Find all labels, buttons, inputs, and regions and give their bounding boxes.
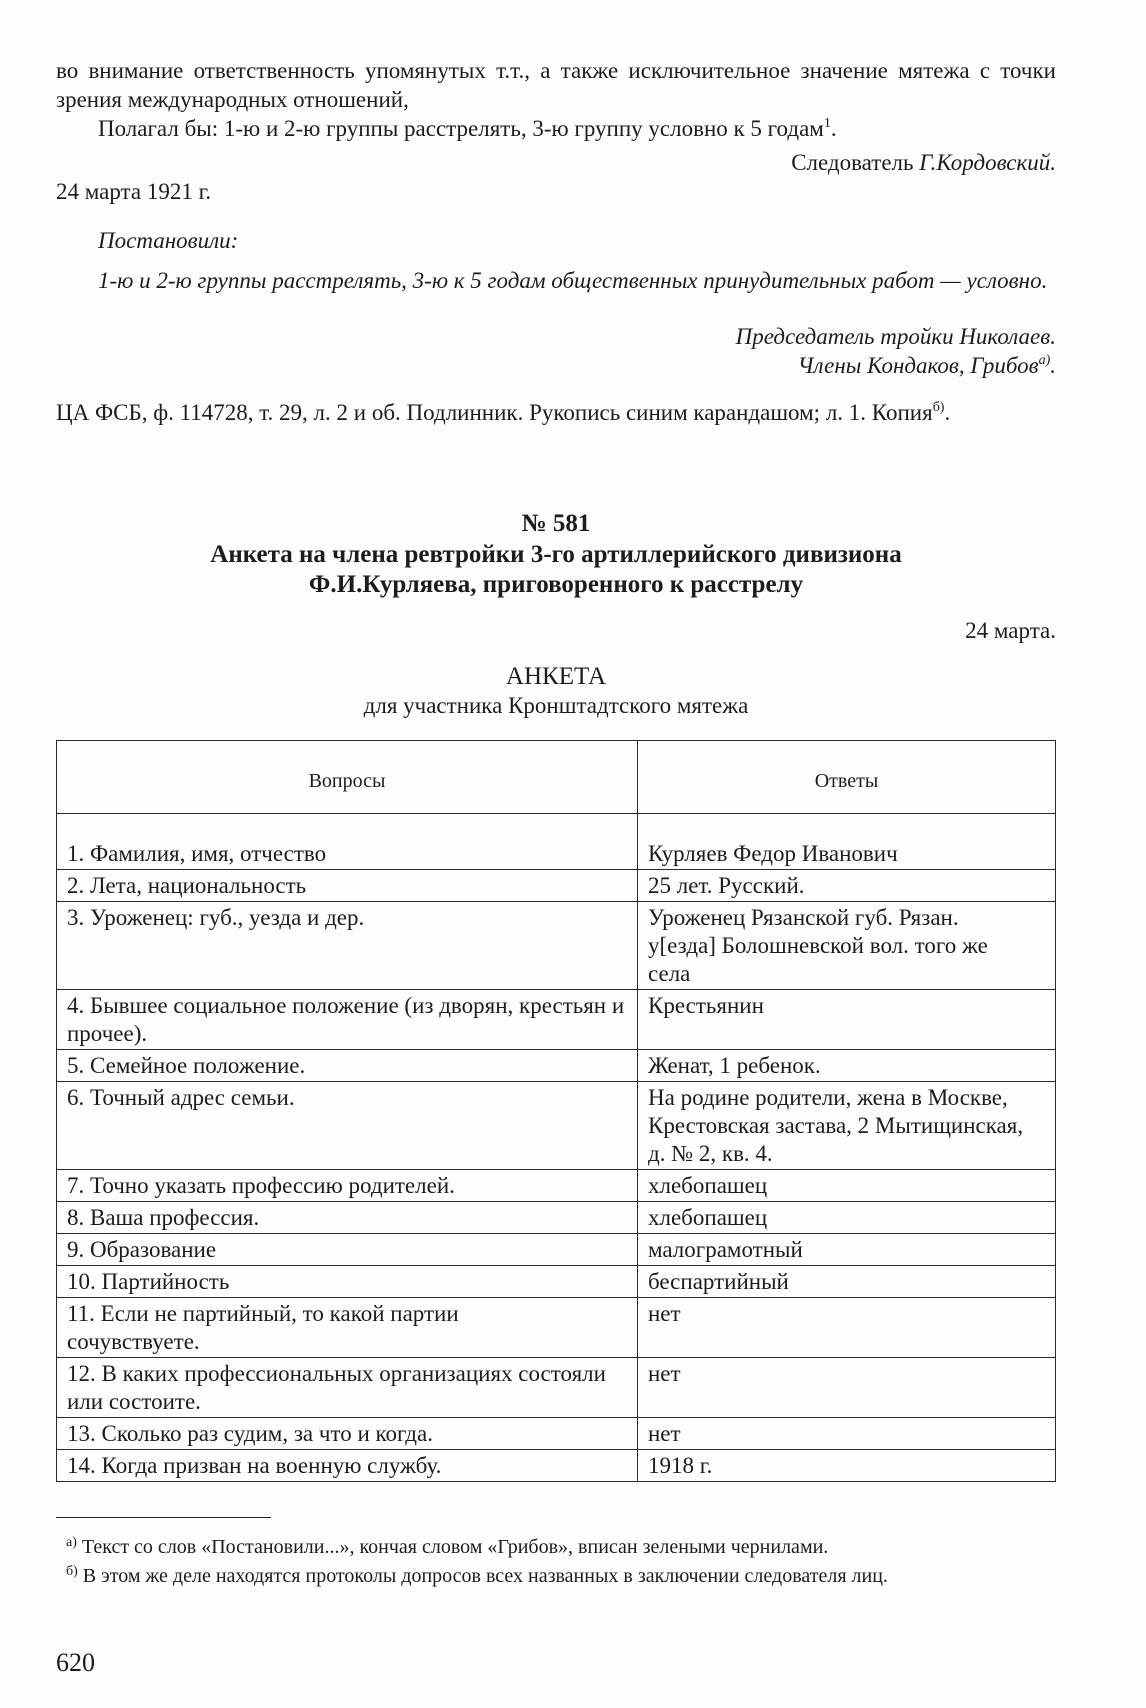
answer-cell: хлебопашец	[638, 1170, 1056, 1202]
question-cell: 1. Фамилия, имя, отчество	[57, 814, 638, 870]
archive-ref-text: ЦА ФСБ, ф. 114728, т. 29, л. 2 и об. Подлинник. Рукопись синим карандашом; л. 1. Копия	[56, 400, 933, 425]
footnote-ref-a: а)	[1038, 353, 1051, 368]
members-end: .	[1050, 353, 1056, 378]
answer-cell: На родине родители, жена в Москве, Крестовская застава, 2 Мытищинская, д. № 2, кв. 4.	[638, 1082, 1056, 1170]
table-row	[57, 814, 1056, 870]
table-row	[57, 990, 1056, 1050]
question-cell: 13. Сколько раз судим, за что и когда.	[57, 1418, 638, 1450]
table-row	[57, 1082, 1056, 1170]
table-row	[57, 1202, 1056, 1234]
question-cell: 3. Уроженец: губ., уезда и дер.	[57, 902, 638, 990]
footnote-mark-a: а)	[66, 1535, 77, 1550]
footnote-a	[56, 1534, 1056, 1561]
proposal-text: Полагал бы: 1-ю и 2-ю группы расстрелять, 3-ю группу условно к 5 годам	[98, 116, 824, 141]
document-date-right: 24 марта.	[965, 618, 1056, 643]
answer-cell: Женат, 1 ребенок.	[638, 1050, 1056, 1082]
form-subtitle: для участника Кронштадтского мятежа	[363, 693, 749, 718]
chairman-signature: Председатель тройки Николаев.	[735, 324, 1056, 349]
archive-reference	[56, 398, 1056, 427]
table-row	[57, 1418, 1056, 1450]
members-signature	[56, 351, 1056, 380]
document-title-line1: Анкета на члена ревтройки 3-го артиллерийского дивизиона	[210, 541, 902, 568]
footnote-b	[56, 1563, 1056, 1590]
answer-cell: малограмотный	[638, 1234, 1056, 1266]
answer-cell: хлебопашец	[638, 1202, 1056, 1234]
table-row	[57, 1170, 1056, 1202]
table-header-row	[57, 741, 1056, 814]
answer-cell: Курляев Федор Иванович	[638, 814, 1056, 870]
document-date: 24 марта 1921 г.	[56, 179, 212, 204]
investigator-signature	[56, 148, 1056, 177]
question-cell: 12. В каких профессиональных организациях состояли или состоите.	[57, 1358, 638, 1418]
answer-cell: Уроженец Рязанской губ. Рязан. у[езда] Болошневской вол. того же села	[638, 902, 1056, 990]
footnote-a-text: Текст со слов «Постановили...», кончая словом «Грибов», вписан зелеными чернилами.	[76, 1536, 829, 1558]
table-row	[57, 870, 1056, 902]
question-cell: 2. Лета, национальность	[57, 870, 638, 902]
decision-text: 1-ю и 2-ю группы расстрелять, 3-ю к 5 годам общественных принудительных работ — условно.	[98, 268, 1048, 293]
footnote-b-text: В этом же деле находятся протоколы допросов всех названных в заключении следователя лиц.	[77, 1565, 888, 1587]
question-cell: 6. Точный адрес семьи.	[57, 1082, 638, 1170]
document-number: № 581	[521, 510, 591, 537]
document-title-line2: Ф.И.Курляева, приговоренного к расстрелу	[308, 571, 804, 598]
footnote-ref-b: б)	[932, 400, 945, 415]
question-cell: 9. Образование	[57, 1234, 638, 1266]
form-title: АНКЕТА	[505, 663, 607, 690]
question-cell: 5. Семейное положение.	[57, 1050, 638, 1082]
question-cell: 10. Партийность	[57, 1266, 638, 1298]
table-row	[57, 1358, 1056, 1418]
answer-cell: беспартийный	[638, 1266, 1056, 1298]
members-names: Члены Кондаков, Грибов	[797, 353, 1039, 378]
table-row	[57, 1298, 1056, 1358]
footnote-mark-b: б)	[66, 1564, 78, 1579]
page-number: 620	[56, 1648, 95, 1677]
footnote-divider	[56, 1517, 271, 1518]
investigator-label: Следователь	[791, 150, 920, 175]
header-answers: Ответы	[638, 741, 1056, 814]
table-row	[57, 902, 1056, 990]
archive-ref-end: .	[944, 400, 951, 425]
decided-label: Постановили:	[98, 228, 239, 253]
proposal-end: .	[830, 116, 837, 141]
investigator-name: Г.Кордовский.	[919, 150, 1056, 175]
answer-cell: нет	[638, 1298, 1056, 1358]
table-row	[57, 1050, 1056, 1082]
answer-cell: 25 лет. Русский.	[638, 870, 1056, 902]
table-row	[57, 1266, 1056, 1298]
question-cell: 11. Если не партийный, то какой партии сочувствуете.	[57, 1298, 638, 1358]
answer-cell: нет	[638, 1358, 1056, 1418]
table-row	[57, 1234, 1056, 1266]
header-questions: Вопросы	[57, 741, 638, 814]
question-cell: 4. Бывшее социальное положение (из дворян, крестьян и прочее).	[57, 990, 638, 1050]
answer-cell: Крестьянин	[638, 990, 1056, 1050]
answer-cell: нет	[638, 1418, 1056, 1450]
questionnaire-table	[56, 740, 1056, 1482]
footnote-ref-1: 1	[823, 116, 831, 131]
question-cell: 7. Точно указать профессию родителей.	[57, 1170, 638, 1202]
answer-cell: 1918 г.	[638, 1450, 1056, 1482]
paragraph-proposal	[56, 114, 1056, 143]
table-row	[57, 1450, 1056, 1482]
paragraph-continuation: во внимание ответственность упомянутых т.т., а также исключительное значение мятежа с точки зрения международных отношений,	[56, 58, 1056, 112]
question-cell: 8. Ваша профессия.	[57, 1202, 638, 1234]
question-cell: 14. Когда призван на военную службу.	[57, 1450, 638, 1482]
